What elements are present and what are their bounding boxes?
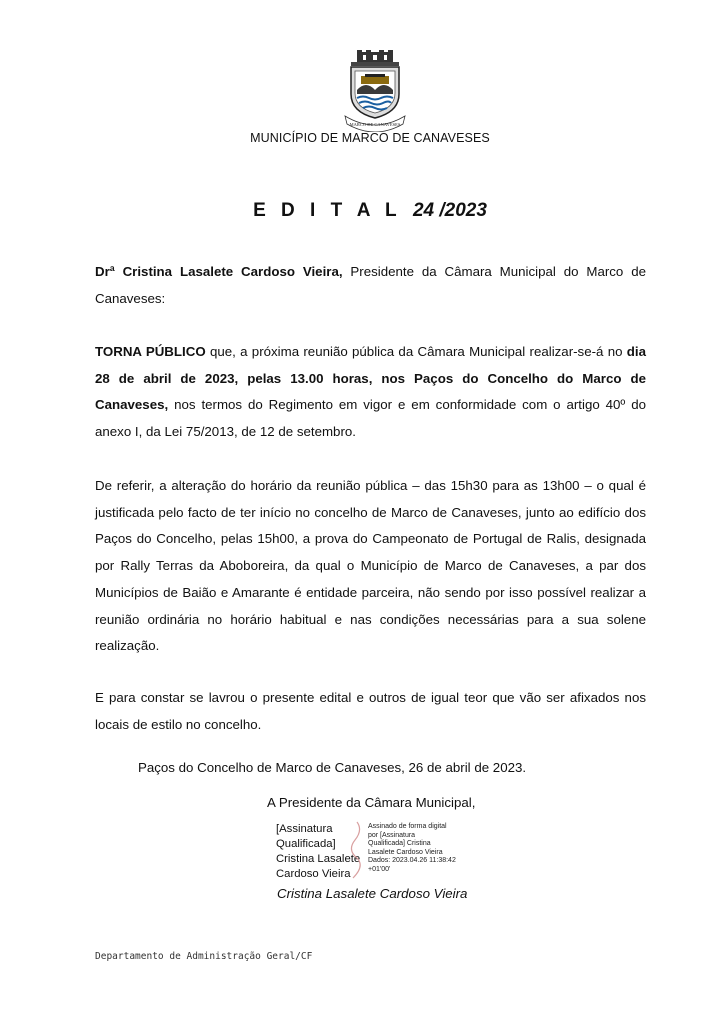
signature-line: Cardoso Vieira: [276, 868, 351, 880]
digital-signature-line: Qualificada] Cristina: [368, 840, 431, 847]
digital-signature-stamp: [368, 823, 456, 874]
announcement-text-1: que, a próxima reunião pública da Câmara Municipal realizar-se-á no: [205, 344, 627, 359]
digital-signature-line: Lasalete Cardoso Vieira: [368, 848, 443, 856]
place-date-line: Paços do Concelho de Marco de Canaveses, 26 de abril de 2023.: [138, 760, 527, 775]
svg-text:MARCO DE CANAVESES: MARCO DE CANAVESES: [349, 122, 401, 127]
signatory-name: Cristina Lasalete Cardoso Vieira: [277, 886, 468, 901]
closing-paragraph: E para constar se lavrou o presente edital e outros de igual teor que vão ser afixados nos locais de estilo no concelho.: [95, 690, 646, 732]
footer-department: Departamento de Administração Geral/CF: [95, 951, 313, 962]
title-word: E D I T A L: [253, 200, 402, 221]
meeting-details: dia 28 de abril de 2023, pelas 13.00 horas, nos Paços do Concelho do Marco de Canaveses,: [95, 344, 646, 413]
president-name: Drª Cristina Lasalete Cardoso Vieira,: [95, 264, 343, 279]
signature-line: [Assinatura: [276, 823, 333, 835]
signature-title: A Presidente da Câmara Municipal,: [267, 795, 476, 810]
digital-signature-line: +01'00': [368, 865, 391, 873]
schedule-change-paragraph: De referir, a alteração do horário da reunião pública – das 15h30 para as 13h00 – o qual é justificada pelo facto de ter início no concelho de Marco de Canaveses, junto ao edifício dos Paços do Concelho, pelas 15h00, a prova do Campeonato de Portugal de Ralis, designada por Rally Terras da Aboboreira, da qual o Município de Marco de Canaveses, a par dos Municípios de Baião e Amarante é entidade parceira, não sendo por isso possível realizar a reunião ordinária no horário habitual e nas condições necessárias para a sua solene realização.: [95, 478, 646, 654]
digital-signature-line: Assinado de forma digital: [368, 823, 447, 830]
edital-number: 24 /2023: [412, 200, 487, 221]
signature-line: Cristina Lasalete: [276, 853, 361, 865]
signature-mark-icon: [345, 820, 365, 882]
municipal-coat-of-arms-icon: [343, 50, 407, 132]
digital-signature-line: Dados: 2023.04.26 11:38:42: [368, 857, 456, 864]
document-title: [0, 200, 724, 222]
announcement-lead: TORNA PÚBLICO: [95, 344, 206, 359]
intro-text: Presidente da Câmara Municipal do Marco de Canaveses:: [95, 264, 646, 306]
digital-signature-line: por [Assinatura: [368, 831, 416, 839]
signature-line: Qualificada]: [276, 838, 336, 850]
announcement-text-2: nos termos do Regimento em vigor e em conformidade com o artigo 40º do anexo I, da Lei 75/2013, de 12 de setembro.: [95, 397, 646, 440]
municipality-heading: MUNICÍPIO DE MARCO DE CANAVESES: [250, 131, 490, 145]
intro-paragraph: [95, 259, 646, 312]
announcement-paragraph: [95, 339, 646, 446]
